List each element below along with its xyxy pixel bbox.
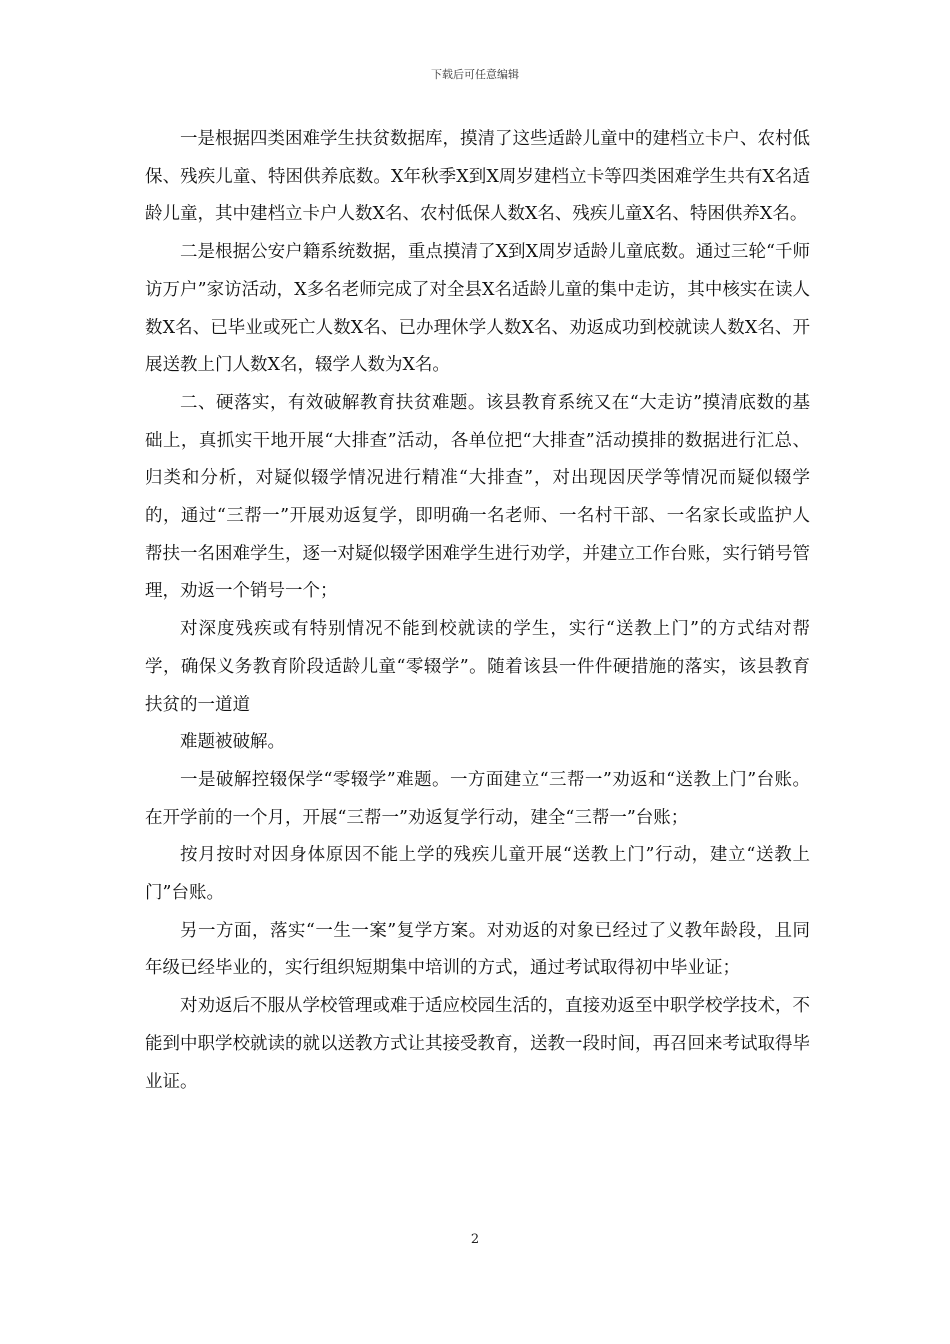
paragraph-1: 一是根据四类困难学生扶贫数据库，摸清了这些适龄儿童中的建档立卡户、农村低保、残疾儿童、特困供养底数。X年秋季X到X周岁建档立卡等四类困难学生共有X名适龄儿童，其中建档立卡户人数X名、农村低保人数X名、残疾儿童X名、特困供养X名。 [145,129,810,225]
paragraph-9: 对劝返后不服从学校管理或难于适应校园生活的，直接劝返至中职学校学技术，不能到中职学校就读的就以送教方式让其接受教育，送教一段时间，再召回来考试取得毕业证。 [145,996,810,1092]
header-note: 下载后可任意编辑 [431,68,519,81]
paragraph-8: 另一方面，落实“一生一案”复学方案。对劝返的对象已经过了义教年龄段，且同年级已经毕业的，实行组织短期集中培训的方式，通过考试取得初中毕业证； [145,920,810,979]
paragraph-3: 二、硬落实，有效破解教育扶贫难题。该县教育系统又在“大走访”摸清底数的基础上，真抓实干地开展“大排查”活动，各单位把“大排查”活动摸排的数据进行汇总、归类和分析，对疑似辍学情况进行精准“大排查”，对出现因厌学等情况而疑似辍学的，通过“三帮一”开展劝返复学，即明确一名老师、一名村干部、一名家长或监护人帮扶一名困难学生，逐一对疑似辍学困难学生进行劝学，并建立工作台账，实行销号管理，劝返一个销号一个； [145,392,810,602]
paragraph-2: 二是根据公安户籍系统数据，重点摸清了X到X周岁适龄儿童底数。通过三轮“千师访万户”家访活动，X多名老师完成了对全县X名适龄儿童的集中走访，其中核实在读人数X名、已毕业或死亡人数X名、已办理休学人数X名、劝返成功到校就读人数X名、开展送教上门人数X名，辍学人数为X名。 [145,242,810,376]
page-number: 2 [470,1232,480,1247]
paragraph-6: 一是破解控辍保学“零辍学”难题。一方面建立“三帮一”劝返和“送教上门”台账。在开学前的一个月，开展“三帮一”劝返复学行动，建全“三帮一”台账； [145,769,810,828]
paragraph-4: 对深度残疾或有特别情况不能到校就读的学生，实行“送教上门”的方式结对帮学，确保义务教育阶段适龄儿童“零辍学”。随着该县一件件硬措施的落实，该县教育扶贫的一道道 [145,619,810,715]
paragraph-5: 难题被破解。 [180,732,285,753]
document-body [145,121,810,1101]
paragraph-7: 按月按时对因身体原因不能上学的残疾儿童开展“送教上门”行动，建立“送教上门”台账。 [145,845,810,904]
